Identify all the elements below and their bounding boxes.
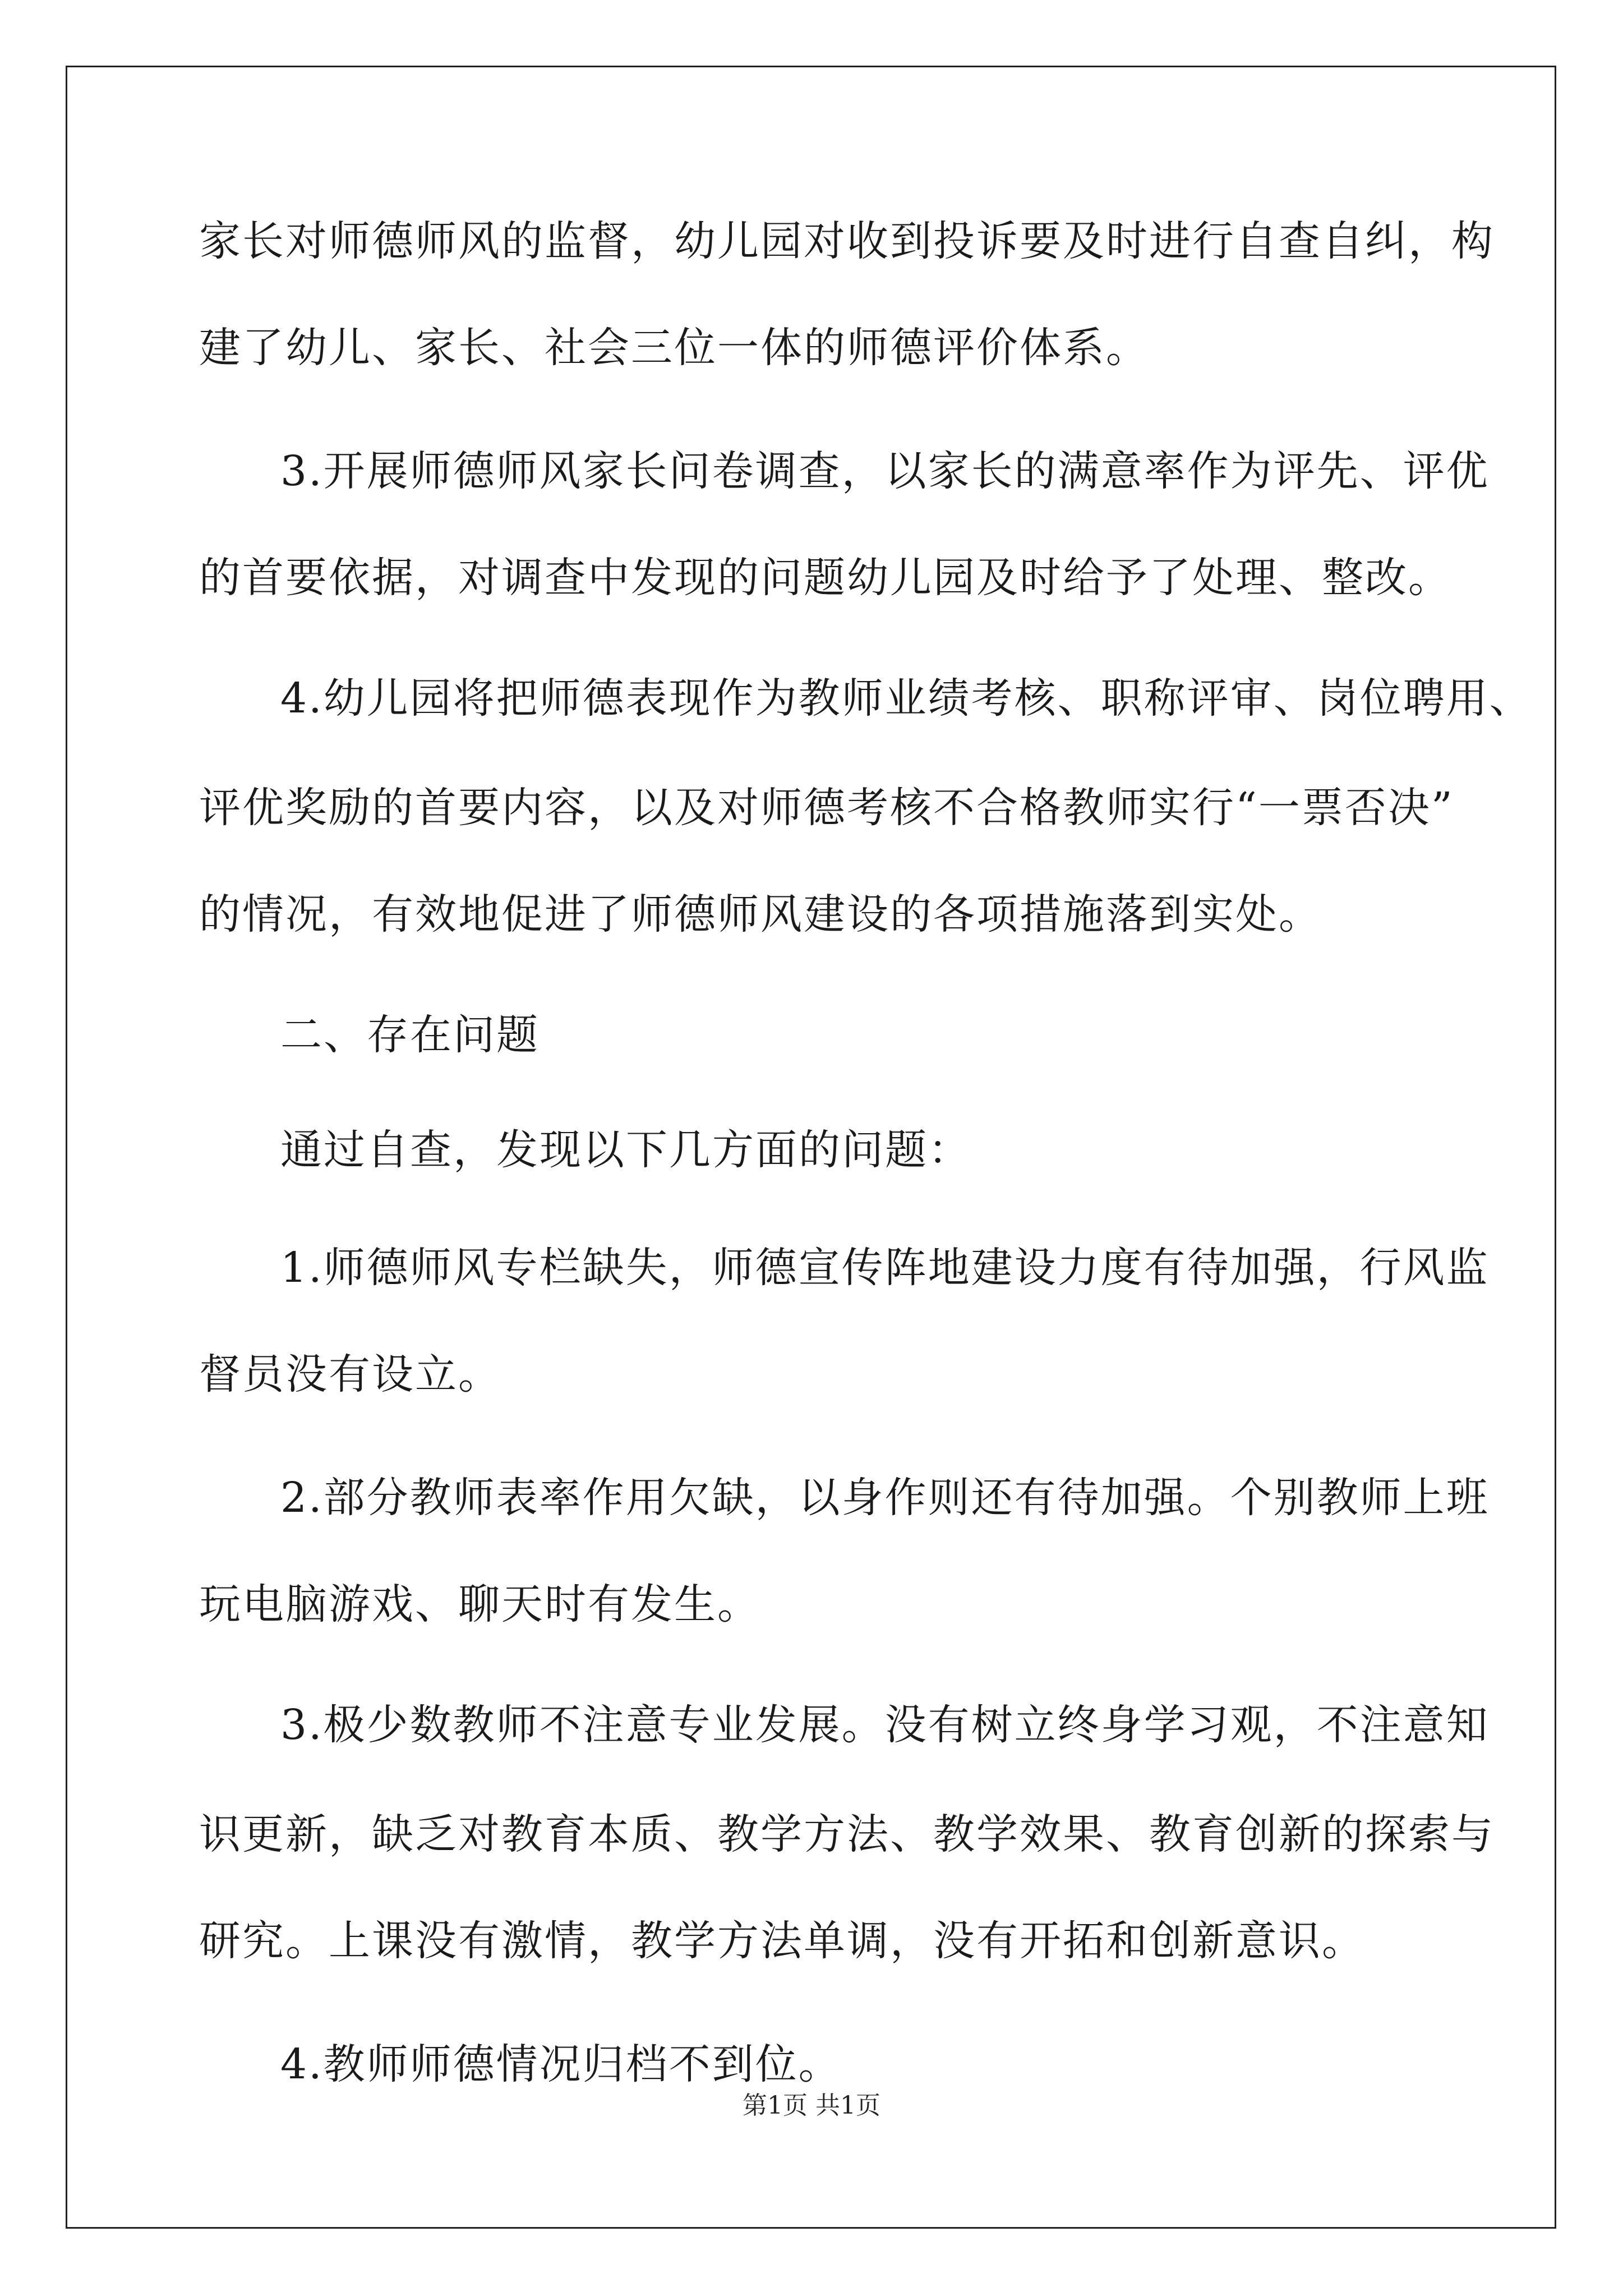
text-line: 4.教师师德情况归档不到位。 xyxy=(280,2040,842,2088)
text-line: 3.极少数教师不注意专业发展。没有树立终身学习观，不注意知 xyxy=(280,1701,1490,1749)
text-line: 评优奖励的首要内容，以及对师德考核不合格教师实行“一票否决” xyxy=(199,784,1454,832)
text-line: 通过自查，发现以下几方面的问题： xyxy=(280,1126,971,1174)
text-line: 4.幼儿园将把师德表现作为教师业绩考核、职称评审、岗位聘用、 xyxy=(280,674,1533,723)
text-line: 的首要依据，对调查中发现的问题幼儿园及时给予了处理、整改。 xyxy=(199,554,1451,602)
text-line: 家长对师德师风的监督，幼儿园对收到投诉要及时进行自查自纠，构 xyxy=(199,217,1495,265)
text-line: 研究。上课没有激情，教学方法单调，没有开拓和创新意识。 xyxy=(199,1917,1365,1965)
text-line: 玩电脑游戏、聊天时有发生。 xyxy=(199,1580,760,1628)
text-line: 建了幼儿、家长、社会三位一体的师德评价体系。 xyxy=(199,324,1149,372)
text-line: 3.开展师德师风家长问卷调查，以家长的满意率作为评先、评优 xyxy=(280,447,1490,495)
text-line: 识更新，缺乏对教育本质、教学方法、教学效果、教育创新的探索与 xyxy=(199,1810,1495,1858)
text-line: 的情况，有效地促进了师德师风建设的各项措施落到实处。 xyxy=(199,890,1322,938)
text-line: 督员没有设立。 xyxy=(199,1350,501,1398)
text-line: 1.师德师风专栏缺失，师德宣传阵地建设力度有待加强，行风监 xyxy=(280,1244,1490,1292)
text-line: 2.部分教师表率作用欠缺，以身作则还有待加强。个别教师上班 xyxy=(280,1474,1490,1522)
page-footer: 第1页 共1页 xyxy=(743,2091,880,2120)
section-heading: 二、存在问题 xyxy=(280,1011,540,1059)
